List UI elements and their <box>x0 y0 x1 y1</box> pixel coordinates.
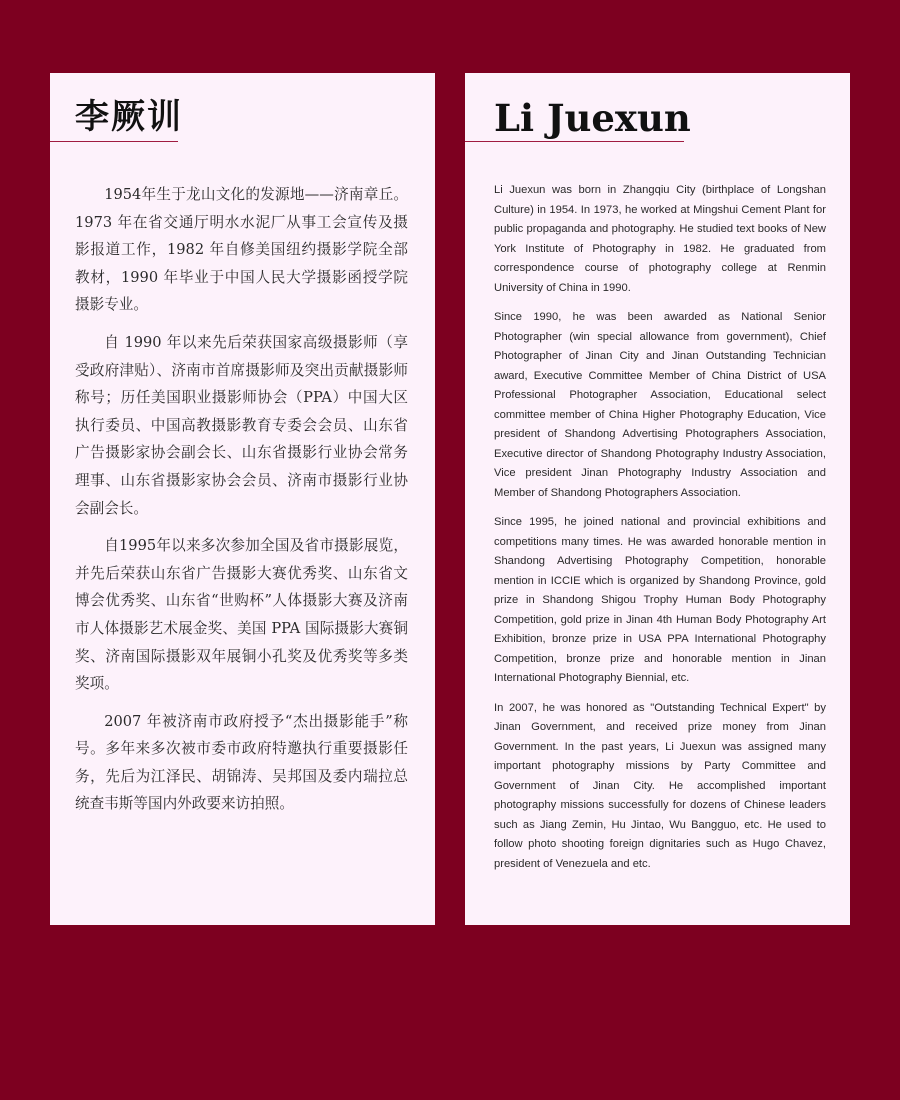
english-name-title: Li Juexun <box>494 96 691 140</box>
bio-paragraph-missions: 2007 年被济南市政府授予“杰出摄影能手”称号。多年来多次被市委市政府特邀执行重要摄影任务，先后为江泽民、胡锦涛、吴邦国及委内瑞拉总统查韦斯等国内外政要来访拍照。 <box>75 712 408 813</box>
english-bio-text <box>494 181 826 884</box>
english-bio-panel <box>465 73 850 925</box>
bio-paragraph-titles: 自 1990 年以来先后荣获国家高级摄影师（享受政府津贴）、济南市首席摄影师及突出贡献摄影师称号；历任美国职业摄影师协会（PPA）中国大区执行委员、中国高教摄影教育专委会会员、山东省广告摄影家协会副会长、山东省摄影行业协会常务理事、山东省摄影家协会会员、济南市摄影行业协会副会长。 <box>75 333 408 517</box>
title-underline <box>50 141 178 142</box>
chinese-name-title: 李厥训 <box>75 97 183 137</box>
bio-paragraph-titles: Since 1990, he was been awarded as National Senior Photographer (win special allowance from government), Chief Photographer of Jinan City and Jinan Outstanding Technician award, Executive Committee Member of China District of USA Professional Photographer Association, Educational select committee member of China Higher Photography Education, Vice president of Shandong Advertising Photographers Association, Executive director of Shandong Photography Industry Association, Vice president Jinan Photography Industry Association and Member of Shandong Photographers Association. <box>494 311 826 499</box>
chinese-bio-panel <box>50 73 435 925</box>
title-underline <box>465 141 684 142</box>
bio-paragraph-awards: 自1995年以来多次参加全国及省市摄影展览，并先后荣获山东省广告摄影大赛优秀奖、山东省文博会优秀奖、山东省“世购杯”人体摄影大赛及济南市人体摄影艺术展金奖、美国 PPA 国际摄影大赛铜奖、济南国际摄影双年展铜小孔奖及优秀奖等多类奖项。 <box>75 537 408 693</box>
bio-paragraph-awards: Since 1995, he joined national and provincial exhibitions and competitions many times. He was awarded honorable mention in Shandong Advertising Photography Competition, honorable mention in ICCIE which is organized by Shandong Province, gold prize in Shandong Shigou Trophy Human Body Photography Competition, gold prize in Jinan 4th Human Body Photography Art Exhibition, bronze prize in USA PPA International Photography Competition, bronze prize and honorable mention in Jinan International Photography Biennial, etc. <box>494 516 826 684</box>
bio-paragraph-missions: In 2007, he was honored as "Outstanding Technical Expert" by Jinan Government, and received prize money from Jinan Government. In the past years, Li Juexun was assigned many important photography missions by Party Committee and Government of Jinan City. He accomplished important photography missions successfully for dozens of Chinese leaders such as Jiang Zemin, Hu Jintao, Wu Bangguo, etc. He used to follow photo shooting foreign dignitaries such as Hugo Chavez, president of Venezuela and etc. <box>494 701 826 870</box>
bio-paragraph-early-life: 1954年生于龙山文化的发源地——济南章丘。1973 年在省交通厅明水水泥厂从事工会宣传及摄影报道工作，1982 年自修美国纽约摄影学院全部教材，1990 年毕业于中国人民大学摄影函授学院摄影专业。 <box>75 186 408 314</box>
bio-paragraph-early-life: Li Juexun was born in Zhangqiu City (birthplace of Longshan Culture) in 1954. In 1973, he worked at Mingshui Cement Plant for public propaganda and photography. He studied text books of New York Institute of Photography in 1982. He graduated from correspondence course of photography college at Renmin University of China in 1990. <box>494 184 826 294</box>
chinese-bio-text <box>75 181 408 828</box>
